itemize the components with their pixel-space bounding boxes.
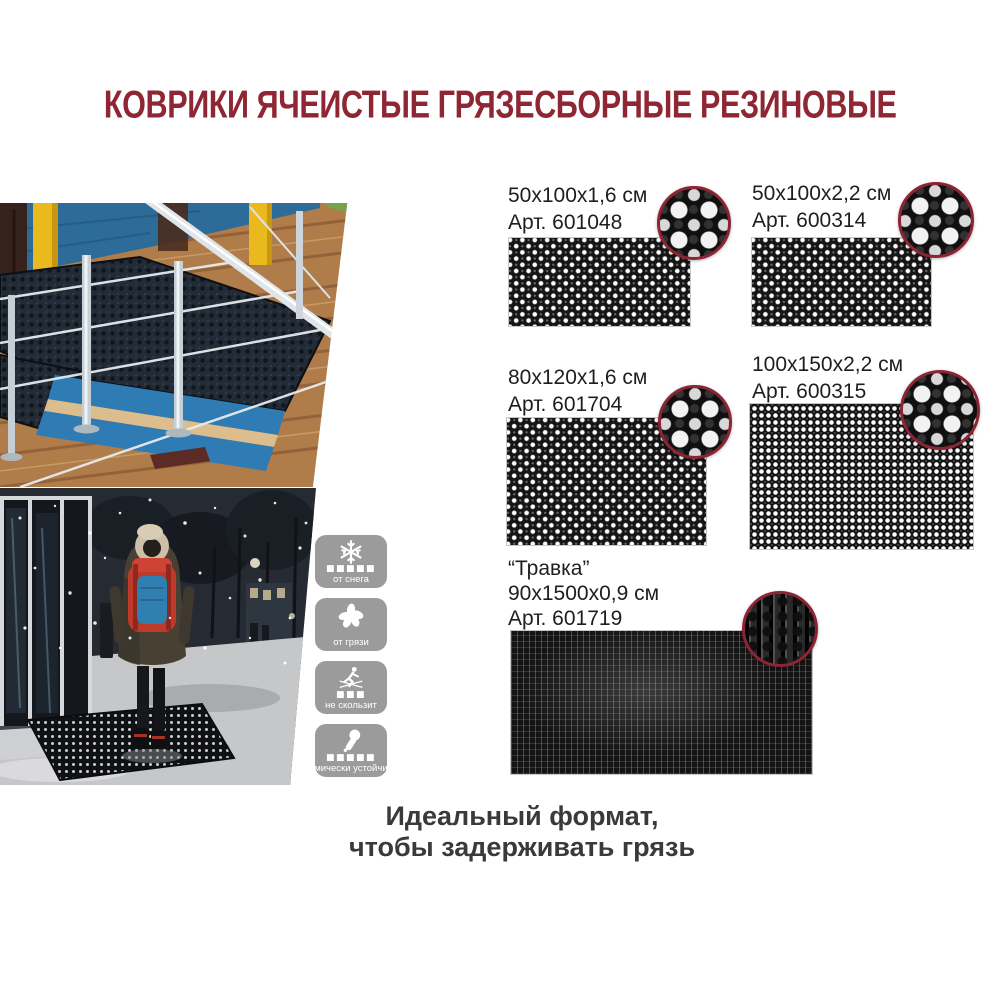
- caption-line-2: чтобы задерживать грязь: [348, 832, 696, 862]
- product-5-label: [508, 556, 659, 631]
- badge-snow: [315, 535, 387, 588]
- product-1-mat-image: [509, 238, 690, 326]
- product-3-zoom-inset: [658, 385, 732, 459]
- product-2-mat-image: [752, 238, 931, 326]
- product-size: 80x120x1,6 см: [508, 366, 648, 389]
- product-article: Арт. 601048: [508, 211, 623, 234]
- product-size: 90x1500x0,9 см: [508, 582, 660, 605]
- product-article: Арт. 600315: [752, 380, 867, 403]
- caption: [272, 801, 772, 863]
- page-title-text: КОВРИКИ ЯЧЕИСТЫЕ ГРЯЗЕСБОРНЫЕ РЕЗИНОВЫЕ: [103, 82, 897, 127]
- product-1-zoom-inset: [657, 186, 731, 260]
- product-article: Арт. 600314: [752, 209, 867, 232]
- badge-chemical: [304, 724, 398, 777]
- snowflake-icon: [338, 539, 364, 565]
- feature-badges: [304, 535, 398, 777]
- product-article: Арт. 601719: [508, 607, 623, 630]
- product-2-label: [752, 180, 891, 234]
- product-name: “Травка”: [508, 557, 590, 580]
- product-5-zoom-inset: [742, 591, 818, 667]
- badge-dirt: [315, 598, 387, 651]
- slip-icon: [337, 665, 365, 691]
- product-4-label: [752, 351, 903, 405]
- product-1-label: [508, 182, 647, 236]
- product-3-label: [508, 364, 647, 418]
- product-size: 50x100x2,2 см: [752, 182, 892, 205]
- product-size: 50x100x1,6 см: [508, 184, 648, 207]
- snow-photo-illustration: [0, 488, 316, 785]
- splat-icon: [336, 601, 366, 631]
- chemical-icon: [338, 728, 364, 754]
- porch-photo: [0, 203, 358, 487]
- badge-label: химически устойчиво: [304, 763, 398, 774]
- badge-nonslip: [315, 661, 387, 714]
- badge-squares: ■■■■■: [325, 753, 377, 763]
- badge-squares: ■■■: [335, 690, 366, 700]
- porch-photo-illustration: [0, 203, 358, 487]
- caption-line-1: Идеальный формат,: [385, 801, 659, 831]
- badge-label: от снега: [333, 574, 369, 585]
- snow-photo: [0, 488, 316, 785]
- page-title: [0, 82, 1000, 127]
- product-article: Арт. 601704: [508, 393, 623, 416]
- badge-squares: ■■■■■: [325, 564, 377, 574]
- badge-label: от грязи: [333, 637, 369, 648]
- product-4-zoom-inset: [900, 370, 980, 450]
- product-2-zoom-inset: [898, 182, 974, 258]
- product-size: 100x150x2,2 см: [752, 353, 904, 376]
- badge-label: не скользит: [325, 700, 377, 711]
